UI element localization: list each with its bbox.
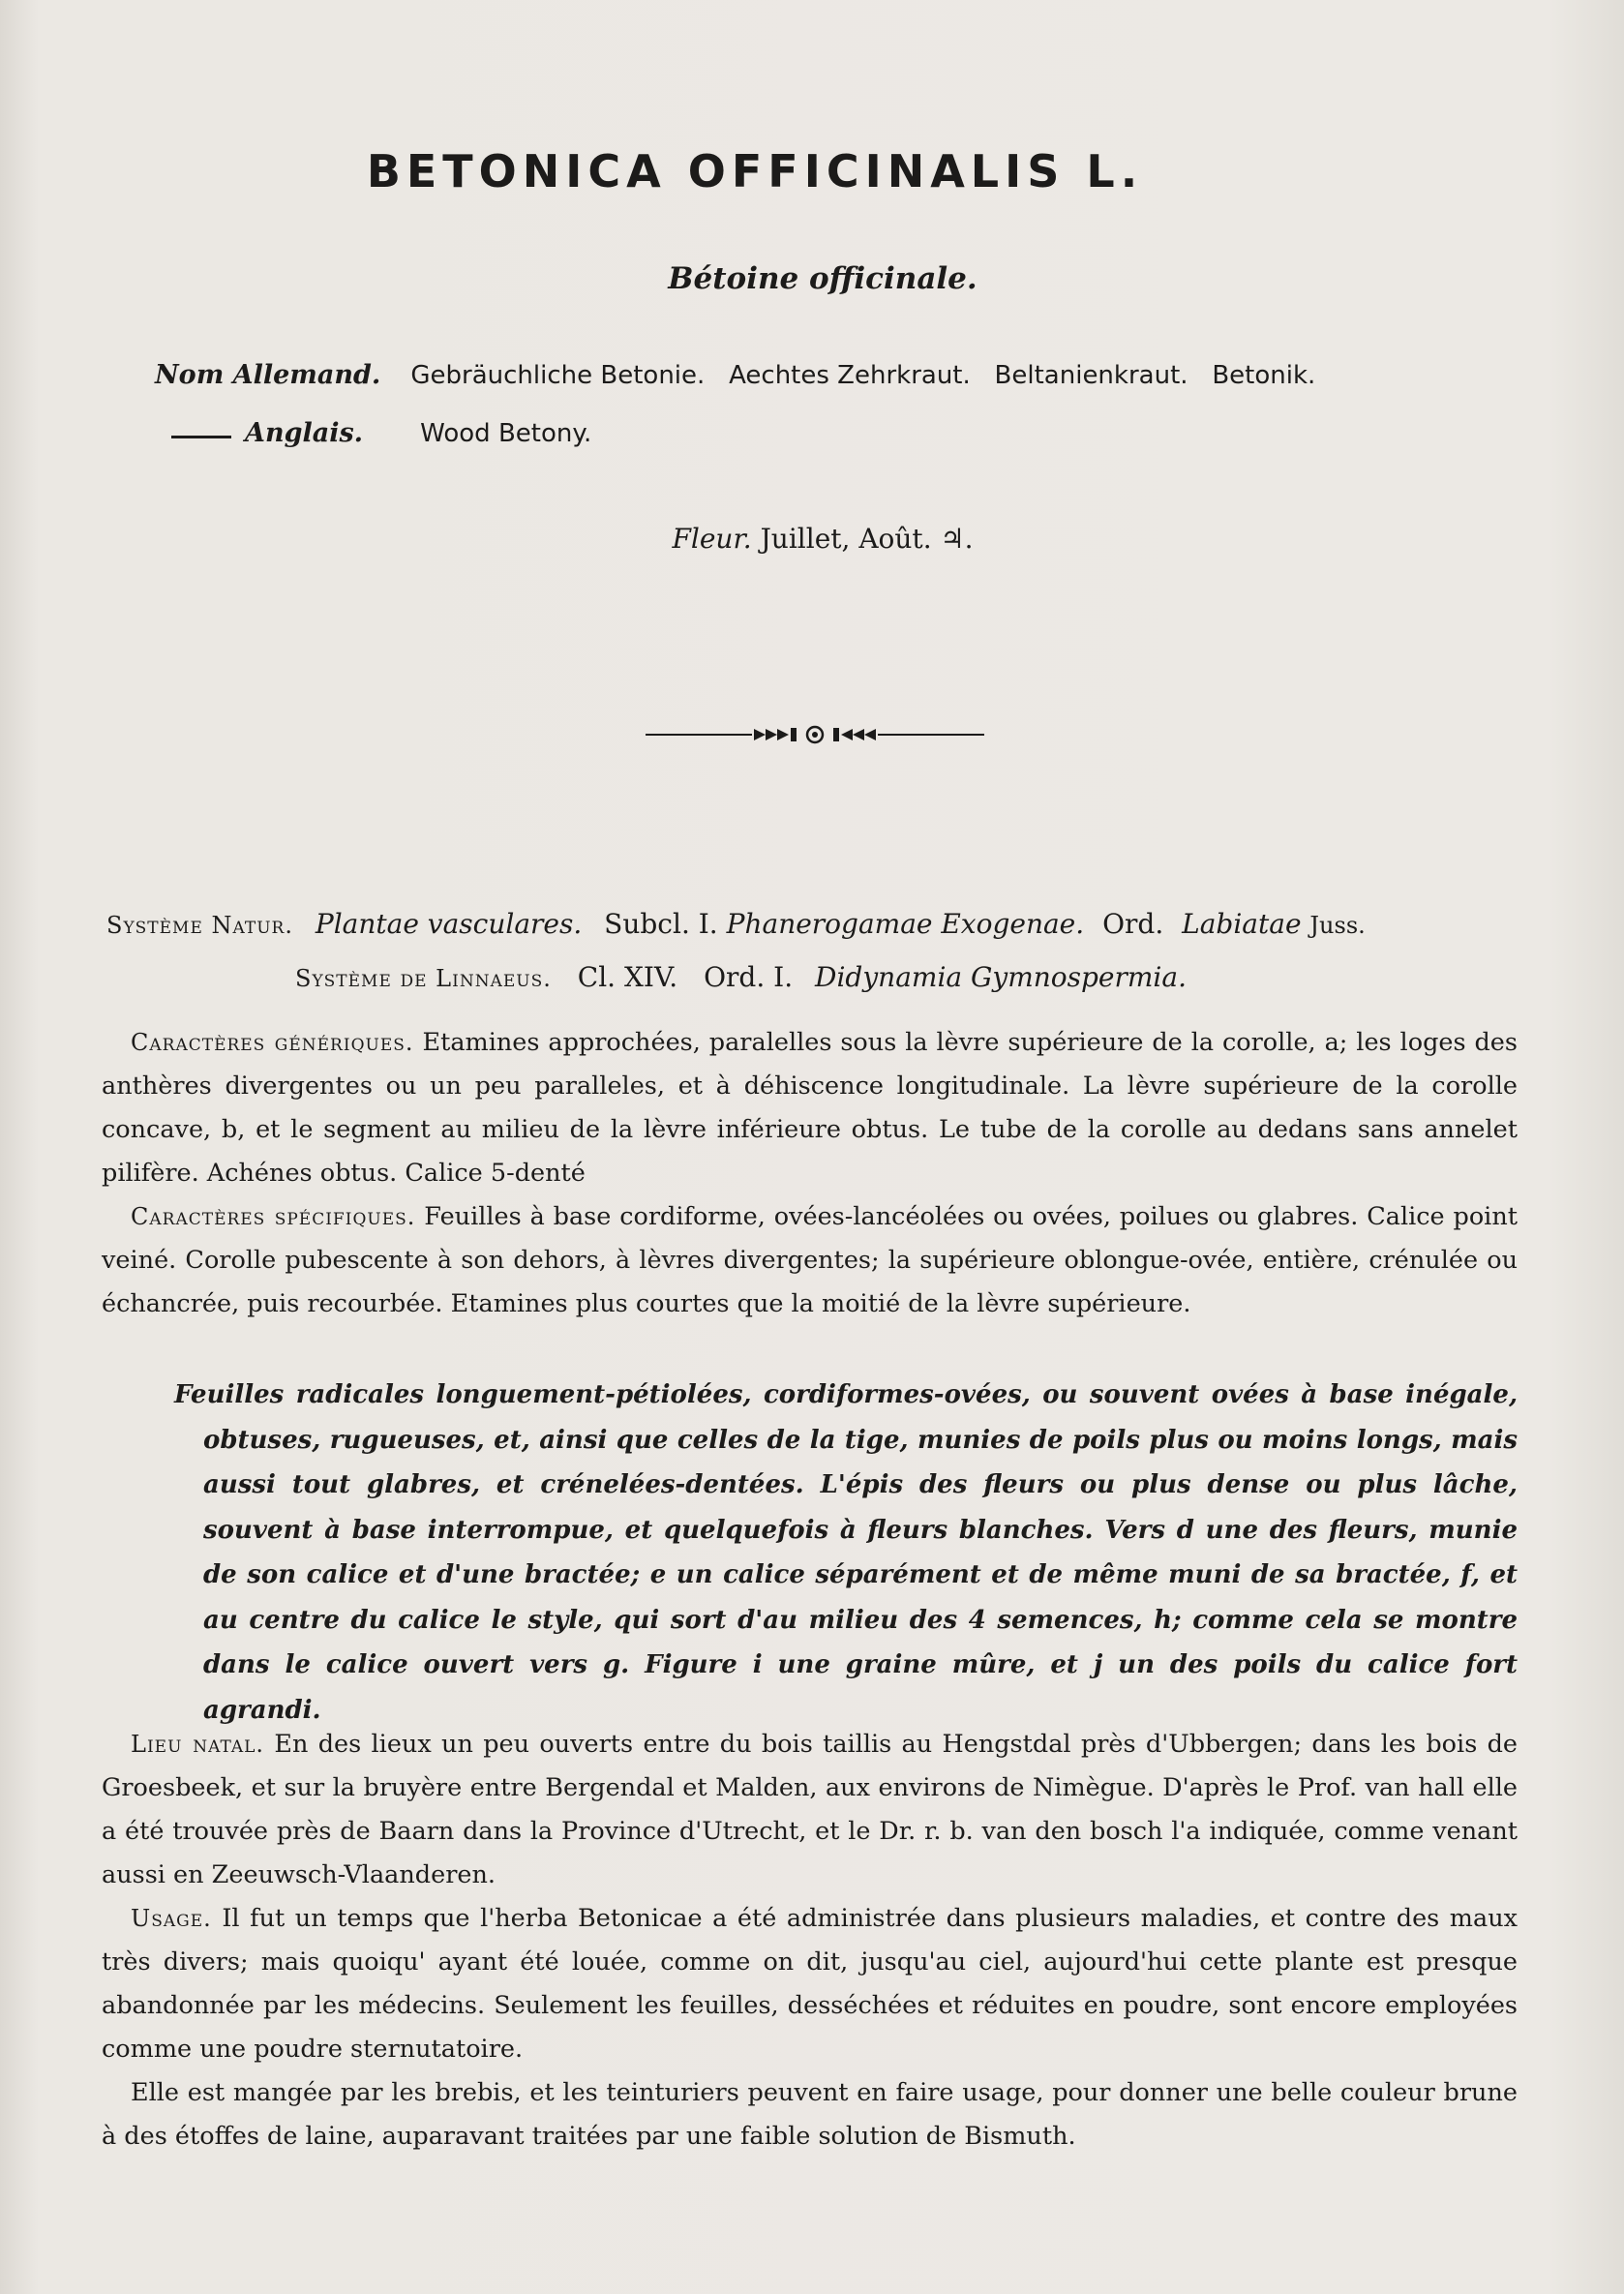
generic-characters-text: Etamines approchées, paralelles sous la lèvre supérieure de la corolle, a; les loges des anthères divergentes ou un peu paralleles, et à déhiscence longitudinale. La lèvre supérieure de la corolle concave, b, et le segment au milieu de la lèvre inférieure obtus. Le tube de la corolle au dedans sans annelet pilifère. Achénes obtus. Calice 5-denté (102, 1028, 1518, 1188)
habitat-paragraph (102, 1723, 1518, 1897)
plate-description (174, 1373, 1518, 1733)
page-subtitle: Bétoine officinale. (668, 261, 977, 296)
habitat-label: Lieu natal. (131, 1731, 265, 1758)
german-name-row (155, 360, 1315, 390)
systeme-p2: Subcl. I. (604, 908, 718, 940)
specific-characters-paragraph (102, 1195, 1518, 1326)
german-name-value: Gebräuchliche Betonie. Aechtes Zehrkraut. Beltanienkraut. Betonik. (410, 361, 1316, 390)
linnaeus-p1: Cl. XIV. (577, 961, 678, 993)
linnaeus-label: Système de Linnaeus. (295, 965, 552, 992)
english-name-row (171, 418, 591, 448)
linnaeus-p3: Didynamia Gymnospermia. (815, 961, 1187, 993)
generic-characters-paragraph (102, 1021, 1518, 1195)
systeme-natur-line (106, 908, 1366, 940)
usage-label: Usage. (131, 1905, 212, 1932)
generic-characters-label: Caractères génériques. (131, 1029, 414, 1056)
systeme-p6: Juss. (1309, 912, 1366, 939)
ornament-divider-icon (646, 720, 984, 749)
systeme-p3: Phanerogamae Exogenae. (726, 908, 1085, 940)
english-name-label: Anglais. (245, 418, 364, 448)
german-name-label: Nom Allemand. (155, 360, 381, 390)
systeme-natur-label: Système Natur. (106, 912, 293, 939)
specific-characters-text: Feuilles à base cordiforme, ovées-lancéolées ou ovées, poilues ou glabres. Calice point veiné. Corolle pubescente à son dehors, à lèvres divergentes; la supérieure oblongue-ovée, entière, crénulée ou échancrée, puis recourbée. Etamines plus courtes que la moitié de la lèvre supérieure. (102, 1202, 1518, 1318)
habitat-usage-section (102, 1723, 1518, 2158)
characters-section (102, 1021, 1518, 1326)
english-name-value: Wood Betony. (420, 419, 592, 448)
systeme-p5: Labiatae (1182, 908, 1302, 940)
dash-mark (171, 436, 231, 438)
usage-text-2: Elle est mangée par les brebis, et les teinturiers peuvent en faire usage, pour donner une belle couleur brune à des étoffes de laine, auparavant traitées par une faible solution de Bismuth. (102, 2078, 1518, 2151)
page-title: BETONICA OFFICINALIS L. (366, 145, 1144, 197)
plate-description-text: Feuilles radicales longuement-pétiolées, cordiformes-ovées, ou souvent ovées à base inégale, obtuses, rugueuses, et, ainsi que celles de la tige, munies de poils plus ou moins longs, mais aussi tout glabres, et crénelées-dentées. L'épis des fleurs ou plus dense ou plus lâche, souvent à base interrompue, et quelquefois à fleurs blanches. Vers d une des fleurs, munie de son calice et d'une bractée; e un calice séparément et de même muni de sa bractée, f, et au centre du calice le style, qui sort d'au milieu des 4 semences, h; comme cela se montre dans le calice ouvert vers g. Figure i une graine mûre, et j un des poils du calice fort agrandi. (174, 1380, 1518, 1725)
flowering-line (0, 523, 1624, 555)
usage-paragraph-2 (102, 2071, 1518, 2158)
flowering-value: Juillet, Août. (760, 523, 932, 555)
habitat-text: En des lieux un peu ouverts entre du bois taillis au Hengstdal près d'Ubbergen; dans les bois de Groesbeek, et sur la bruyère entre Bergendal et Malden, aux environs de Nimègue. D'après le Prof. van hall elle a été trouvée près de Baarn dans la Province d'Utrecht, et le Dr. r. b. van den bosch l'a indiquée, comme venant aussi en Zeeuwsch-Vlaanderen. (102, 1730, 1518, 1889)
linnaeus-p2: Ord. I. (704, 961, 794, 993)
usage-text: Il fut un temps que l'herba Betonicae a été administrée dans plusieurs maladies, et contre des maux très divers; mais quoiqu' ayant été louée, comme on dit, jusqu'au ciel, aujourd'hui cette plante est presque abandonnée par les médecins. Seulement les feuilles, desséchées et réduites en poudre, sont encore employées comme une poudre sternutatoire. (102, 1904, 1518, 2064)
perennial-symbol: ♃. (940, 523, 974, 555)
usage-paragraph (102, 1897, 1518, 2071)
systeme-p4: Ord. (1102, 908, 1164, 940)
specific-characters-label: Caractères spécifiques. (131, 1203, 416, 1230)
linnaeus-line (295, 961, 1187, 993)
systeme-p1: Plantae vasculares. (315, 908, 583, 940)
flowering-label: Fleur. (672, 523, 752, 555)
